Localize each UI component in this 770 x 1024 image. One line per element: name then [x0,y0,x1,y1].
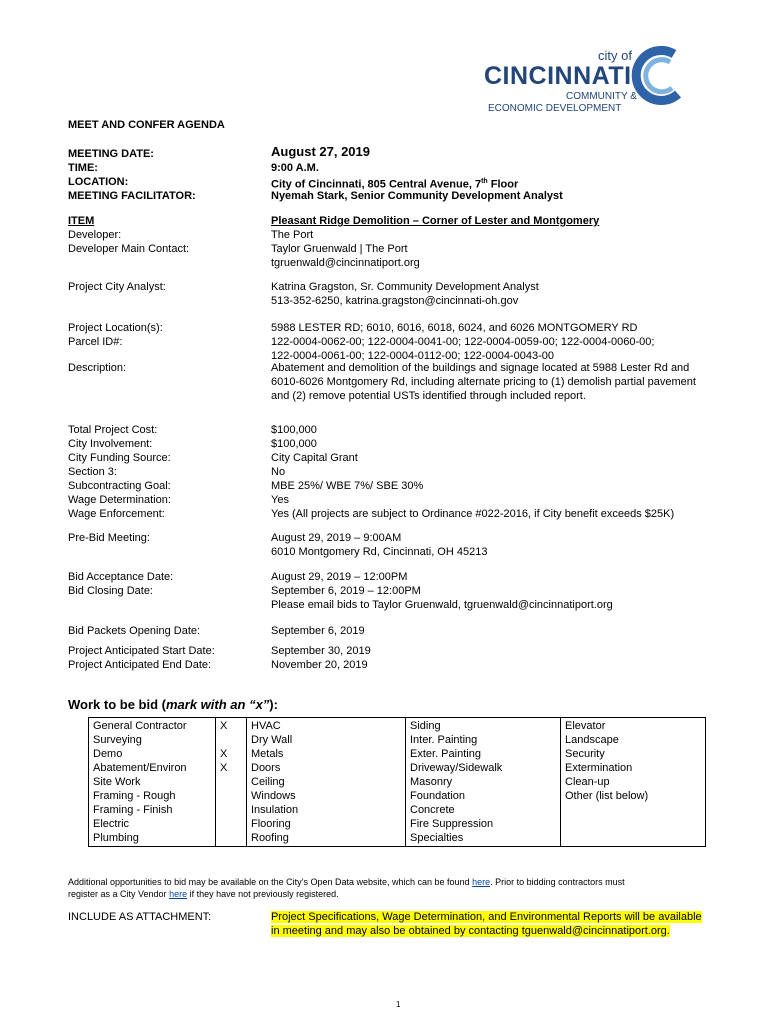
developer-contact-value: Taylor Gruenwald | The Port tgruenwald@cincinnatiport.org [271,243,420,269]
meeting-location-value: City of Cincinnati, 805 Central Avenue, 7th Floor [271,178,519,191]
city-involvement-value: $100,000 [271,438,317,450]
wage-enforcement-label: Wage Enforcement: [68,508,165,520]
meeting-facilitator-value: Nyemah Stark, Senior Community Development Analyst [271,190,563,202]
section3-value: No [271,466,286,478]
developer-value: The Port [271,229,314,241]
logo-city-of: city of [598,48,632,63]
city-involvement-label: City Involvement: [68,438,153,450]
bid-opening-value: September 6, 2019 [271,625,365,637]
location-block [68,321,718,405]
logo-dept-line1: COMMUNITY & [566,91,637,102]
project-location-label: Project Location(s): [68,322,163,334]
meeting-time-label: TIME: [68,162,98,174]
attachment-value: Project Specifications, Wage Determination, and Environmental Reports will be available in meeting and may also be obtained by contacting tguenwald@cincinnatiport.org. [271,911,702,937]
logo-c-mark-icon [630,46,690,106]
start-date-value: September 30, 2019 [271,645,371,657]
subcontracting-label: Subcontracting Goal: [68,480,171,492]
work-table [88,717,706,847]
total-cost-value: $100,000 [271,424,317,436]
bid-opening-label: Bid Packets Opening Date: [68,625,201,637]
bid-dates-block [68,570,718,614]
subcontracting-value: MBE 25%/ WBE 7%/ SBE 30% [271,480,424,492]
open-data-note: Additional opportunities to bid may be available on the City’s Open Data website, which can be found here. Prior to bidding contractors must register as a City Vendor here if they have not previously registered. [68,877,625,899]
attachment-label: INCLUDE AS ATTACHMENT: [68,911,212,923]
bid-acceptance-value: August 29, 2019 – 12:00PM [271,571,408,583]
section3-label: Section 3: [68,466,117,478]
meeting-time-value: 9:00 A.M. [271,162,319,174]
meeting-block [68,144,718,207]
prebid-label: Pre-Bid Meeting: [68,532,150,544]
funding-source-value: City Capital Grant [271,452,358,464]
analyst-label: Project City Analyst: [68,281,166,293]
vendor-register-link[interactable]: here [169,889,188,899]
meeting-date-label: MEETING DATE: [68,148,154,160]
meeting-location-label: LOCATION: [68,176,129,188]
attachment-block [68,910,718,940]
item-block [68,214,718,274]
meeting-date-value: August 27, 2019 [271,144,370,159]
costs-block [68,423,718,523]
prebid-block [68,531,718,561]
open-data-link[interactable]: here [472,877,491,887]
end-date-label: Project Anticipated End Date: [68,659,212,671]
total-cost-label: Total Project Cost: [68,424,158,436]
wage-determination-value: Yes [271,494,289,506]
page-number: 1 [396,1000,401,1009]
parcel-label: Parcel ID#: [68,336,123,348]
work-col3: Siding Inter. Painting Exter. Painting Driveway/Sidewalk Masonry Foundation Concrete Fire Suppression Specialties [406,718,561,847]
funding-source-label: City Funding Source: [68,452,171,464]
bid-acceptance-label: Bid Acceptance Date: [68,571,174,583]
doc-title: MEET AND CONFER AGENDA [68,119,225,131]
developer-contact-label: Developer Main Contact: [68,243,190,255]
project-location-value: 5988 LESTER RD; 6010, 6016, 6018, 6024, and 6026 MONTGOMERY RD [271,322,638,334]
opening-block [68,624,718,640]
meeting-facilitator-label: MEETING FACILITATOR: [68,190,196,202]
logo-dept-line2: ECONOMIC DEVELOPMENT [488,103,622,114]
work-col1: General Contractor Surveying Demo Abatement/Environ Site Work Framing - Rough Framing - Finish Electric Plumbing [89,718,216,847]
description-label: Description: [68,362,127,374]
bid-closing-value: September 6, 2019 – 12:00PM [271,585,421,597]
logo-name: CINCINNATI [484,62,632,90]
wage-enforcement-value: Yes (All projects are subject to Ordinance #022-2016, if City benefit exceeds $25K) [271,508,675,520]
description-value: Abatement and demolition of the buildings and signage located at 5988 Lester Rd and 6010-6026 Montgomery Rd, including alternate pricing to (1) demolish partial pavement and (2) remove potential USTs identified through included report. [271,362,696,402]
city-logo [484,46,704,118]
developer-label: Developer: [68,229,122,241]
wage-determination-label: Wage Determination: [68,494,171,506]
item-label: ITEM [68,215,95,227]
schedule-block [68,644,718,674]
item-value: Pleasant Ridge Demolition – Corner of Lester and Montgomery [271,215,600,227]
work-col2: HVAC Dry Wall Metals Doors Ceiling Windows Insulation Flooring Roofing [247,718,406,847]
bid-email-note: Please email bids to Taylor Gruenwald, tgruenwald@cincinnatiport.org [271,599,613,611]
prebid-value: August 29, 2019 – 9:00AM 6010 Montgomery Rd, Cincinnati, OH 45213 [271,532,488,558]
parcel-value: 122-0004-0062-00; 122-0004-0041-00; 122-0004-0059-00; 122-0004-0060-00; 122-0004-0061-00; 122-0004-0112-00; 122-0004-0043-00 [271,336,655,362]
analyst-value: Katrina Gragston, Sr. Community Development Analyst 513-352-6250, katrina.gragston@cincinnati-oh.gov [271,281,539,307]
work-col1-marks: X X X [216,718,247,847]
start-date-label: Project Anticipated Start Date: [68,645,215,657]
work-heading: Work to be bid (mark with an “x”): [68,697,278,712]
analyst-block [68,280,718,310]
end-date-value: November 20, 2019 [271,659,368,671]
work-col4: Elevator Landscape Security Extermination Clean-up Other (list below) [561,718,706,847]
bid-closing-label: Bid Closing Date: [68,585,153,597]
